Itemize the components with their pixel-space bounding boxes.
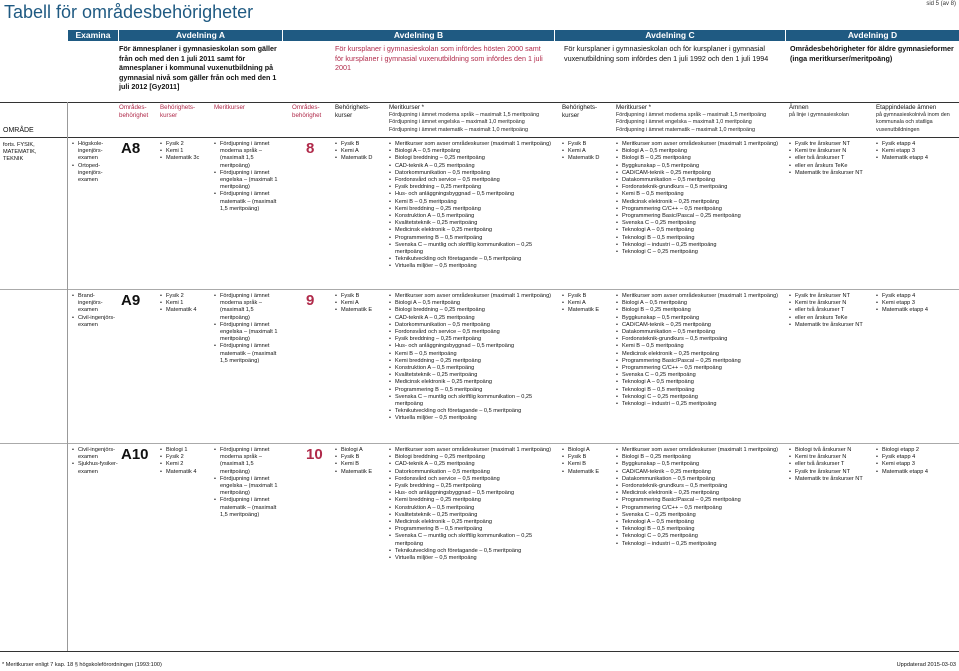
list-item: • Medicinsk elektronik – 0,25 meritpoäng bbox=[389, 379, 554, 386]
list-item: • Kemi breddning – 0,25 meritpoäng bbox=[389, 497, 554, 504]
list-item: • Programmering B – 0,5 meritpoäng bbox=[389, 526, 554, 533]
header-avdelning-a: Avdelning A bbox=[119, 30, 282, 41]
list-item: • Virtuella miljöer – 0,5 meritpoäng bbox=[389, 555, 554, 562]
list-item: • Kemi B – 0,5 meritpoäng bbox=[616, 191, 784, 198]
list-item: • CAD/CAM-teknik – 0,25 meritpoäng bbox=[616, 469, 784, 476]
col-d-amnen: Ämnen bbox=[789, 104, 809, 111]
list-item: • Biologi A bbox=[335, 447, 387, 454]
list-item: • Datorkommunikation – 0,5 meritpoäng bbox=[389, 170, 554, 177]
list-item: • Fordonsvård och service – 0,5 meritpoäng bbox=[389, 476, 554, 483]
list-item: • Teknologi C – 0,25 meritpoäng bbox=[616, 249, 784, 256]
list-item: • Svenska C – 0,25 meritpoäng bbox=[616, 220, 784, 227]
list-item: • Kemi tre årskurser N bbox=[789, 300, 874, 307]
col-a-omradesbehorighet: Områdes-behörighet bbox=[119, 104, 149, 119]
omrade-label: OMRÅDE bbox=[3, 127, 34, 134]
list-item: • Virtuella miljöer – 0,5 meritpoäng bbox=[389, 415, 554, 422]
col-a-meritkurser: Meritkurser bbox=[214, 104, 245, 111]
cell-b-mer bbox=[389, 293, 554, 423]
list-item: • Kemi B – 0,5 meritpoäng bbox=[389, 351, 554, 358]
list-item: • Sjukhus-fysiker-examen bbox=[72, 461, 118, 475]
list-item: • Byggkunskap – 0,5 meritpoäng bbox=[616, 461, 784, 468]
list-item: • Fördjupning i ämnet matematik – (maximalt 1,5 meritpoäng) bbox=[214, 191, 284, 213]
list-item: • Svenska C – 0,25 meritpoäng bbox=[616, 512, 784, 519]
list-item: • Medicinsk elektronik – 0,25 meritpoäng bbox=[616, 199, 784, 206]
omrade-text: forts. FYSIK, MATEMATIK, TEKNIK bbox=[3, 142, 37, 162]
cell-b-beh bbox=[335, 141, 387, 163]
list-item: • eller en årskurs TeKe bbox=[789, 315, 874, 322]
cell-c-beh bbox=[562, 141, 614, 163]
code-b: 8 bbox=[306, 140, 315, 157]
list-item: • Kvalitetsteknik – 0,25 meritpoäng bbox=[389, 512, 554, 519]
list-item: • Matematik tre årskurser NT bbox=[789, 322, 874, 329]
list-item: • Fysik 2 bbox=[160, 141, 212, 148]
cell-examina bbox=[72, 447, 118, 476]
list-item: • Kemi tre årskurser N bbox=[789, 148, 874, 155]
cell-d-amnen bbox=[789, 447, 874, 483]
code-b: 9 bbox=[306, 292, 315, 309]
list-item: • Kemi breddning – 0,25 meritpoäng bbox=[389, 358, 554, 365]
list-item: • Teknikutveckling och företagande – 0,5 meritpoäng bbox=[389, 408, 554, 415]
list-item: • Biologi B – 0,25 meritpoäng bbox=[616, 307, 784, 314]
list-item: • CAD/CAM-teknik – 0,25 meritpoäng bbox=[616, 170, 784, 177]
cell-d-etapp bbox=[876, 293, 958, 315]
list-item: • Matematik tre årskurser NT bbox=[789, 476, 874, 483]
list-item: • Fysik tre årskurser NT bbox=[789, 141, 874, 148]
cell-a-mer bbox=[214, 447, 284, 519]
list-item: • Programmering C/C++ – 0,5 meritpoäng bbox=[616, 206, 784, 213]
list-item: • Fordonsvård och service – 0,5 meritpoäng bbox=[389, 177, 554, 184]
page-title: Tabell för områdesbehörigheter bbox=[4, 2, 254, 22]
list-item: • Fördjupning i ämnet engelska – (maximalt 1 meritpoäng) bbox=[214, 476, 284, 498]
list-item: • Matematik E bbox=[562, 469, 614, 476]
header-avdelning-b: Avdelning B bbox=[283, 30, 554, 41]
list-item: • Biologi A – 0,5 meritpoäng bbox=[616, 300, 784, 307]
list-item: • Meritkurser som avser områdeskurser (maximalt 1 meritpoäng) bbox=[616, 141, 784, 148]
list-item: • Fysik B bbox=[335, 293, 387, 300]
col-b-meritkurser-notes: Fördjupning i ämnet moderna språk – maximalt 1,5 meritpoäng Fördjupning i ämnet engelska – maximalt 1,0 meritpoäng Fördjupning i ämnet matematik – maximalt 1,0 meritpoäng bbox=[389, 112, 540, 133]
footnote: * Meritkurser enligt 7 kap. 18 § högskoleförordningen (1993:100) bbox=[2, 662, 162, 668]
list-item: • Meritkurser som avser områdeskurser (maximalt 1 meritpoäng) bbox=[616, 293, 784, 300]
cell-a-beh bbox=[160, 447, 212, 476]
list-item: • Kemi 1 bbox=[160, 300, 212, 307]
intro-avdelning-d: Områdesbehörigheter för äldre gymnasieformer (inga meritkurser/meritpoäng) bbox=[790, 44, 954, 63]
list-item: • Teknologi B – 0,5 meritpoäng bbox=[616, 235, 784, 242]
cell-a-beh bbox=[160, 141, 212, 163]
code-a: A10 bbox=[121, 446, 149, 463]
list-item: • Teknologi – industri – 0,25 meritpoäng bbox=[616, 242, 784, 249]
list-item: • Fördjupning i ämnet moderna språk – (maximalt 1,5 meritpoäng) bbox=[214, 141, 284, 170]
list-item: • CAD-teknik A – 0,25 meritpoäng bbox=[389, 163, 554, 170]
list-item: • Fysik tre årskurser NT bbox=[789, 293, 874, 300]
list-item: • Biologi breddning – 0,25 meritpoäng bbox=[389, 307, 554, 314]
list-item: • Konstruktion A – 0,5 meritpoäng bbox=[389, 505, 554, 512]
list-item: • Programmering B – 0,5 meritpoäng bbox=[389, 235, 554, 242]
list-item: • Kemi tre årskurser N bbox=[789, 454, 874, 461]
cell-a-mer bbox=[214, 293, 284, 365]
col-b-meritkurser: Meritkurser * bbox=[389, 104, 425, 111]
list-item: • Fysik breddning – 0,25 meritpoäng bbox=[389, 336, 554, 343]
list-item: • eller två årskurser T bbox=[789, 155, 874, 162]
cell-d-etapp bbox=[876, 141, 958, 163]
header-examina: Examina bbox=[68, 30, 118, 41]
list-item: • Ortoped-ingenjörs-examen bbox=[72, 163, 118, 185]
list-item: • Matematik etapp 4 bbox=[876, 469, 958, 476]
col-c-meritkurser: Meritkurser * bbox=[616, 104, 652, 111]
list-item: • Fördjupning i ämnet engelska – (maximalt 1 meritpoäng) bbox=[214, 170, 284, 192]
list-item: • Fysik breddning – 0,25 meritpoäng bbox=[389, 184, 554, 191]
list-item: • Fysik B bbox=[562, 141, 614, 148]
cell-b-beh bbox=[335, 293, 387, 315]
list-item: • Svenska C – muntlig och skriftlig kommunikation – 0,25 meritpoäng bbox=[389, 242, 554, 256]
list-item: • Byggkunskap – 0,5 meritpoäng bbox=[616, 163, 784, 170]
list-item: • Matematik E bbox=[562, 307, 614, 314]
col-d-etapp-sub: på gymnasieskolnivå inom den kommunala och statliga vuxenutbildningen bbox=[876, 112, 950, 133]
list-item: • Konstruktion A – 0,5 meritpoäng bbox=[389, 213, 554, 220]
list-item: • Fysik B bbox=[335, 141, 387, 148]
updated-date: Uppdaterad 2015-03-03 bbox=[896, 662, 956, 668]
list-item: • Teknologi B – 0,5 meritpoäng bbox=[616, 526, 784, 533]
list-item: • Svenska C – muntlig och skriftlig kommunikation – 0,25 meritpoäng bbox=[389, 394, 554, 408]
list-item: • Fordonsteknik-grundkurs – 0,5 meritpoäng bbox=[616, 336, 784, 343]
cell-c-mer bbox=[616, 141, 784, 256]
col-c-meritkurser-notes: Fördjupning i ämnet moderna språk – maximalt 1,5 meritpoäng Fördjupning i ämnet engelska – maximalt 1,0 meritpoäng Fördjupning i ämnet matematik – maximalt 1,0 meritpoäng bbox=[616, 112, 767, 133]
list-item: • Matematik E bbox=[335, 469, 387, 476]
list-item: • Programmering B – 0,5 meritpoäng bbox=[389, 387, 554, 394]
list-item: • Biologi etapp 2 bbox=[876, 447, 958, 454]
list-item: • Teknikutveckling och företagande – 0,5 meritpoäng bbox=[389, 256, 554, 263]
cell-b-beh bbox=[335, 447, 387, 476]
list-item: • Teknologi – industri – 0,25 meritpoäng bbox=[616, 401, 784, 408]
list-item: • Matematik 4 bbox=[160, 469, 212, 476]
list-item: • Medicinsk elektronik – 0,25 meritpoäng bbox=[389, 519, 554, 526]
list-item: • Matematik tre årskurser NT bbox=[789, 170, 874, 177]
cell-examina bbox=[72, 293, 118, 329]
list-item: • Fysik B bbox=[562, 454, 614, 461]
list-item: • Fördjupning i ämnet engelska – (maximalt 1 meritpoäng) bbox=[214, 322, 284, 344]
list-item: • Teknologi B – 0,5 meritpoäng bbox=[616, 387, 784, 394]
list-item: • Matematik D bbox=[562, 155, 614, 162]
list-item: • Fysik B bbox=[335, 454, 387, 461]
cell-c-beh bbox=[562, 447, 614, 476]
list-item: • Fordonsvård och service – 0,5 meritpoäng bbox=[389, 329, 554, 336]
list-item: • Hus- och anläggningsbyggnad – 0,5 meritpoäng bbox=[389, 343, 554, 350]
list-item: • Hus- och anläggningsbyggnad – 0,5 meritpoäng bbox=[389, 490, 554, 497]
list-item: • Teknologi C – 0,25 meritpoäng bbox=[616, 533, 784, 540]
code-a: A9 bbox=[121, 292, 141, 309]
list-item: • Fysik tre årskurser NT bbox=[789, 469, 874, 476]
list-item: • Programmering Basic/Pascal – 0,25 meritpoäng bbox=[616, 213, 784, 220]
list-item: • Programmering Basic/Pascal – 0,25 meritpoäng bbox=[616, 497, 784, 504]
cell-a-mer bbox=[214, 141, 284, 213]
list-item: • Teknologi – industri – 0,25 meritpoäng bbox=[616, 541, 784, 548]
list-item: • Fördjupning i ämnet moderna språk – (maximalt 1,5 meritpoäng) bbox=[214, 293, 284, 322]
list-item: • Matematik etapp 4 bbox=[876, 307, 958, 314]
list-item: • eller två årskurser T bbox=[789, 461, 874, 468]
list-item: • Brand-ingenjörs-examen bbox=[72, 293, 118, 315]
list-item: • Virtuella miljöer – 0,5 meritpoäng bbox=[389, 263, 554, 270]
col-a-behorighetskurser: Behörighets-kurser bbox=[160, 104, 196, 119]
list-item: • Kemi etapp 3 bbox=[876, 461, 958, 468]
list-item: • Fysik B bbox=[562, 293, 614, 300]
list-item: • Matematik E bbox=[335, 307, 387, 314]
list-item: • Kemi 2 bbox=[160, 461, 212, 468]
list-item: • CAD/CAM-teknik – 0,25 meritpoäng bbox=[616, 322, 784, 329]
list-item: • Kemi A bbox=[335, 148, 387, 155]
cell-c-mer bbox=[616, 293, 784, 408]
list-item: • Hus- och anläggningsbyggnad – 0,5 meritpoäng bbox=[389, 191, 554, 198]
list-item: • Civil-ingenjörs-examen bbox=[72, 315, 118, 329]
list-item: • Civil-ingenjörs-examen bbox=[72, 447, 118, 461]
page-number: sid 5 (av 8) bbox=[926, 1, 956, 7]
cell-d-amnen bbox=[789, 293, 874, 329]
list-item: • Matematik 3c bbox=[160, 155, 212, 162]
list-item: • Fysik 2 bbox=[160, 293, 212, 300]
cell-d-amnen bbox=[789, 141, 874, 177]
col-c-behorighetskurser: Behörighets-kurser bbox=[562, 104, 598, 119]
list-item: • Fördjupning i ämnet matematik – (maximalt 1,5 meritpoäng) bbox=[214, 343, 284, 365]
list-item: • Biologi breddning – 0,25 meritpoäng bbox=[389, 155, 554, 162]
col-d-amnen-sub: på linje i gymnasieskolan bbox=[789, 112, 849, 118]
list-item: • Biologi A – 0,5 meritpoäng bbox=[389, 148, 554, 155]
list-item: • Fysik breddning – 0,25 meritpoäng bbox=[389, 483, 554, 490]
intro-avdelning-c: För kursplaner i gymnasieskolan och för kursplaner i gymnasial vuxenutbildning som infördes den 1 juli 1992 och den 1 juli 1994 bbox=[564, 44, 769, 63]
list-item: • Kemi A bbox=[562, 300, 614, 307]
list-item: • eller en årskurs TeKe bbox=[789, 163, 874, 170]
list-item: • Teknologi A – 0,5 meritpoäng bbox=[616, 379, 784, 386]
list-item: • Kemi A bbox=[562, 148, 614, 155]
list-item: • Datorkommunikation – 0,5 meritpoäng bbox=[389, 469, 554, 476]
list-item: • Fordonsteknik-grundkurs – 0,5 meritpoäng bbox=[616, 483, 784, 490]
intro-avdelning-a: För ämnesplaner i gymnasieskolan som gäller från och med den 1 juli 2011 samt för ämnesplaner i kommunal vuxenutbildning på gymnasial nivå som gäller från och med den 1 juli 2012 [Gy2011] bbox=[119, 44, 277, 92]
code-b: 10 bbox=[306, 446, 323, 463]
cell-a-beh bbox=[160, 293, 212, 315]
list-item: • Konstruktion A – 0,5 meritpoäng bbox=[389, 365, 554, 372]
list-item: • Teknikutveckling och företagande – 0,5 meritpoäng bbox=[389, 548, 554, 555]
list-item: • Datorkommunikation – 0,5 meritpoäng bbox=[389, 322, 554, 329]
list-item: • Biologi breddning – 0,25 meritpoäng bbox=[389, 454, 554, 461]
list-item: • Medicinsk elektronik – 0,25 meritpoäng bbox=[616, 490, 784, 497]
cell-b-mer bbox=[389, 141, 554, 271]
list-item: • Biologi A bbox=[562, 447, 614, 454]
list-item: • Teknologi A – 0,5 meritpoäng bbox=[616, 519, 784, 526]
col-b-behorighetskurser: Behörighets-kurser bbox=[335, 104, 371, 119]
list-item: • Kemi 1 bbox=[160, 148, 212, 155]
list-item: • Fördjupning i ämnet moderna språk – (maximalt 1,5 meritpoäng) bbox=[214, 447, 284, 476]
list-item: • Biologi A – 0,5 meritpoäng bbox=[389, 300, 554, 307]
list-item: • Biologi B – 0,25 meritpoäng bbox=[616, 454, 784, 461]
list-item: • Svenska C – 0,25 meritpoäng bbox=[616, 372, 784, 379]
list-item: • Biologi 1 bbox=[160, 447, 212, 454]
col-d-etapp: Etappindelade ämnen bbox=[876, 104, 937, 111]
list-item: • Kvalitetsteknik – 0,25 meritpoäng bbox=[389, 372, 554, 379]
list-item: • Fysik etapp 4 bbox=[876, 293, 958, 300]
col-b-omradesbehorighet: Områdes-behörighet bbox=[292, 104, 322, 119]
list-item: • Datakommunikation – 0,5 meritpoäng bbox=[616, 329, 784, 336]
list-item: • Matematik D bbox=[335, 155, 387, 162]
list-item: • Meritkurser som avser områdeskurser (maximalt 1 meritpoäng) bbox=[616, 447, 784, 454]
list-item: • Datakommunikation – 0,5 meritpoäng bbox=[616, 476, 784, 483]
list-item: • Meritkurser som avser områdeskurser (maximalt 1 meritpoäng) bbox=[389, 141, 554, 148]
list-item: • Kvalitetsteknik – 0,25 meritpoäng bbox=[389, 220, 554, 227]
list-item: • Fördjupning i ämnet matematik – (maximalt 1,5 meritpoäng) bbox=[214, 497, 284, 519]
cell-d-etapp bbox=[876, 447, 958, 476]
list-item: • Fysik 2 bbox=[160, 454, 212, 461]
list-item: • Kemi breddning – 0,25 meritpoäng bbox=[389, 206, 554, 213]
cell-b-mer bbox=[389, 447, 554, 562]
list-item: • Meritkurser som avser områdeskurser (maximalt 1 meritpoäng) bbox=[389, 447, 554, 454]
intro-avdelning-b: För kursplaner i gymnasieskolan som infördes hösten 2000 samt för kursplaner i gymnasial vuxenutbildning som infördes den 1 juli 2001 bbox=[335, 44, 543, 73]
list-item: • Programmering C/C++ – 0,5 meritpoäng bbox=[616, 365, 784, 372]
list-item: • Teknologi C – 0,25 meritpoäng bbox=[616, 394, 784, 401]
list-item: • Kemi B – 0,5 meritpoäng bbox=[616, 343, 784, 350]
list-item: • eller två årskurser T bbox=[789, 307, 874, 314]
list-item: • Högskole-ingenjörs-examen bbox=[72, 141, 118, 163]
list-item: • Fysik etapp 4 bbox=[876, 454, 958, 461]
cell-c-mer bbox=[616, 447, 784, 548]
list-item: • Matematik etapp 4 bbox=[876, 155, 958, 162]
list-item: • Programmering C/C++ – 0,5 meritpoäng bbox=[616, 505, 784, 512]
list-item: • CAD-teknik A – 0,25 meritpoäng bbox=[389, 461, 554, 468]
list-item: • Kemi etapp 3 bbox=[876, 300, 958, 307]
list-item: • Biologi A – 0,5 meritpoäng bbox=[616, 148, 784, 155]
list-item: • Datakommunikation – 0,5 meritpoäng bbox=[616, 177, 784, 184]
list-item: • Teknologi A – 0,5 meritpoäng bbox=[616, 227, 784, 234]
list-item: • Fordonsteknik-grundkurs – 0,5 meritpoäng bbox=[616, 184, 784, 191]
list-item: • CAD-teknik A – 0,25 meritpoäng bbox=[389, 315, 554, 322]
list-item: • Byggkunskap – 0,5 meritpoäng bbox=[616, 315, 784, 322]
cell-examina bbox=[72, 141, 118, 184]
list-item: • Svenska C – muntlig och skriftlig kommunikation – 0,25 meritpoäng bbox=[389, 533, 554, 547]
list-item: • Biologi två årskurser N bbox=[789, 447, 874, 454]
list-item: • Kemi etapp 3 bbox=[876, 148, 958, 155]
list-item: • Kemi B – 0,5 meritpoäng bbox=[389, 199, 554, 206]
header-avdelning-d: Avdelning D bbox=[786, 30, 959, 41]
code-a: A8 bbox=[121, 140, 141, 157]
list-item: • Biologi B – 0,25 meritpoäng bbox=[616, 155, 784, 162]
list-item: • Matematik 4 bbox=[160, 307, 212, 314]
list-item: • Kemi B bbox=[562, 461, 614, 468]
list-item: • Medicinsk elektronik – 0,25 meritpoäng bbox=[389, 227, 554, 234]
header-avdelning-c: Avdelning C bbox=[555, 30, 785, 41]
list-item: • Programmering Basic/Pascal – 0,25 meritpoäng bbox=[616, 358, 784, 365]
list-item: • Medicinsk elektronik – 0,25 meritpoäng bbox=[616, 351, 784, 358]
list-item: • Kemi B bbox=[335, 461, 387, 468]
list-item: • Meritkurser som avser områdeskurser (maximalt 1 meritpoäng) bbox=[389, 293, 554, 300]
list-item: • Kemi A bbox=[335, 300, 387, 307]
cell-c-beh bbox=[562, 293, 614, 315]
list-item: • Fysik etapp 4 bbox=[876, 141, 958, 148]
